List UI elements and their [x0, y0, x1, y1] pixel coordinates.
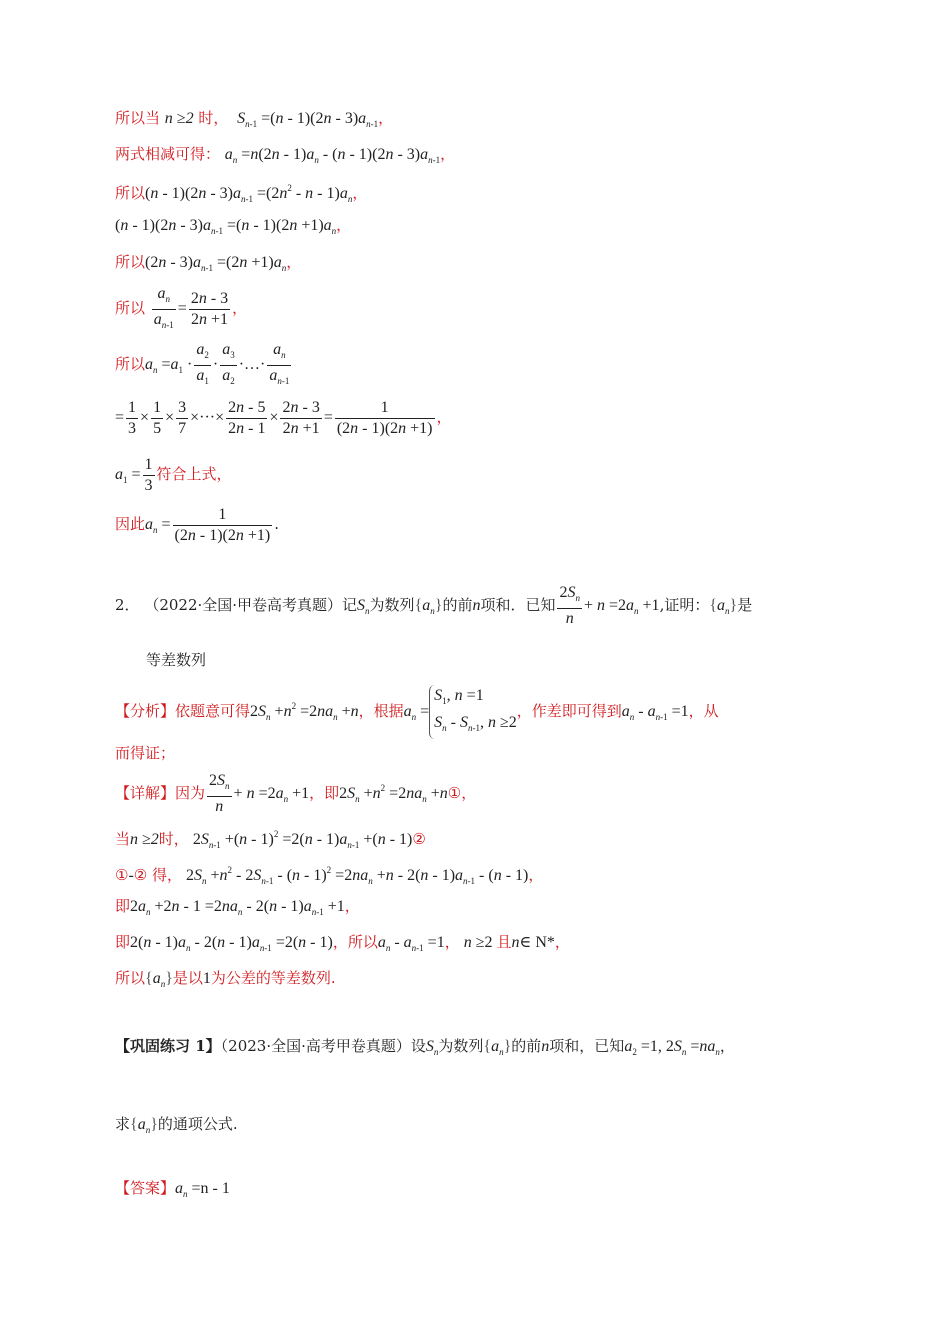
- formula: $\{a_n\}$: [130, 1116, 158, 1135]
- text: 符合上式，: [156, 465, 232, 483]
- text: ，: [378, 109, 394, 127]
- derivation-line-8: [115, 395, 452, 440]
- text: ，: [352, 184, 368, 202]
- formula: $a_n$ = $\frac{1}{(2n - 1)(2n +1)}$: [145, 505, 271, 544]
- detail-line-5: [115, 932, 570, 958]
- formula: = $\frac{1}{3}$ × $\frac{1}{5}$ × $\frac{3}{7}$ ×···× $\frac{2n - 5}{2n - 1}$ × $\frac{2n - 3}{2n +1}$ = $\frac{1}{(2n - 1)(2n +1)}$: [115, 398, 433, 437]
- formula: $a_1$ = $\frac{1}{3}$: [115, 455, 153, 494]
- practice-source: （2023·全国·高考甲卷真题）设: [220, 1037, 426, 1055]
- formula: $(2n - 3)a_{n-1} =(2n +1)a_n$: [145, 254, 287, 273]
- formula: $\frac{2S_n}{n}$ + $n =2a_n +1$: [209, 772, 310, 816]
- practice-tag: 【巩固练习 1】: [115, 1037, 221, 1055]
- analysis-line-1: [115, 680, 719, 743]
- text: .: [274, 515, 279, 533]
- formula: n ≥2: [463, 934, 497, 951]
- text: 项和．已知: [480, 596, 556, 614]
- formula: n: [472, 597, 481, 614]
- text: ② 得，: [133, 866, 182, 884]
- text: ，: [344, 897, 360, 915]
- question-number: 2．: [115, 596, 140, 614]
- condition: n ≥2: [164, 110, 194, 127]
- formula: $\{a_n\}$: [709, 597, 738, 616]
- detail-line-3: [115, 860, 543, 891]
- text: 为数列: [438, 1037, 484, 1055]
- minus: -: [128, 867, 134, 884]
- circled-one: ①: [115, 866, 129, 884]
- formula: $2S_n +n^2 =2na_n +n$: [339, 783, 448, 804]
- text: ，所以: [332, 933, 378, 951]
- analysis-tag: 【分析】: [115, 702, 176, 720]
- derivation-line-4: [115, 215, 351, 241]
- text: 的通项公式.: [157, 1115, 238, 1133]
- text: 即: [115, 933, 131, 951]
- text: ，: [440, 145, 456, 163]
- text: 且: [496, 933, 512, 951]
- number: 1: [202, 970, 211, 987]
- derivation-line-3: [115, 178, 367, 209]
- text: 因为: [175, 784, 206, 802]
- analysis-line-2: [115, 743, 175, 763]
- formula: $a_n =n(2n - 1)a_n - (n - 1)(2n - 3)a_{n-1}$: [224, 146, 441, 165]
- circled-one: ①: [447, 784, 462, 802]
- formula: $\{a_n\}$: [145, 970, 173, 989]
- circled-two: ②: [412, 830, 426, 848]
- text: 所以: [115, 969, 146, 987]
- formula: $a_n$ = $S_1$, n =1 $S_n - S_{n-1}$, n ≥2: [404, 703, 517, 720]
- detail-line-6: [115, 968, 336, 994]
- detail-line-1: [115, 766, 476, 821]
- formula: $(n - 1)(2n - 3)a_{n-1} =(n - 1)(2n +1)a_n$: [115, 217, 337, 236]
- text: 时，: [198, 109, 229, 127]
- text: 时，: [158, 830, 189, 848]
- text: 为公差的等差数列.: [210, 969, 336, 987]
- text: ，根据: [358, 702, 404, 720]
- formula: $\{a_n\}$: [483, 1038, 512, 1057]
- practice-line-1: [115, 1026, 735, 1072]
- text: 是以: [172, 969, 203, 987]
- text: ，作差即可得到: [516, 702, 622, 720]
- formula: $a_2 =1$, $2S_n =na_n$: [624, 1038, 720, 1057]
- text: 所以: [115, 299, 146, 318]
- text: ，从: [688, 702, 719, 720]
- answer-tag: 【答案】: [115, 1179, 176, 1197]
- formula: $\frac{a_n}{a_{n-1}}$ = $\frac{2n - 3}{2n +1}$: [153, 285, 229, 330]
- question-2-line-1: [115, 583, 752, 633]
- text: 的前: [511, 1037, 542, 1055]
- text: 为数列: [369, 596, 415, 614]
- formula: n∈ N*: [511, 934, 555, 951]
- text: ，: [436, 408, 452, 426]
- formula: $\frac{2S_n}{n}$ + $n =2a_n +1$: [559, 584, 660, 628]
- text: 所以: [115, 355, 146, 374]
- detail-line-2: [115, 824, 426, 855]
- formula: $\{a_n\}$: [414, 597, 443, 616]
- text: 项和，已知: [549, 1037, 625, 1055]
- question-2-line-2: [146, 650, 206, 670]
- text: ，: [719, 1037, 735, 1055]
- text: ，: [444, 933, 460, 951]
- formula: $2a_n +2n - 1 =2na_n - 2(n - 1)a_{n-1} +1$: [130, 898, 345, 917]
- text: ，: [336, 216, 352, 234]
- text: ，: [286, 253, 302, 271]
- derivation-line-5: [115, 252, 301, 278]
- detail-line-4: [115, 896, 360, 922]
- text: 所以: [115, 253, 146, 271]
- text: 两式相减可得：: [115, 145, 221, 163]
- derivation-line-7: [115, 340, 293, 392]
- answer-line: [115, 1178, 230, 1204]
- derivation-line-10: [115, 502, 279, 552]
- text: ,证明：: [659, 596, 710, 614]
- practice-line-2: [115, 1104, 238, 1150]
- answer-symbol: a: [175, 1180, 184, 1197]
- formula: $a_n - a_{n-1} =1$: [621, 703, 689, 722]
- text: 当: [115, 830, 131, 848]
- text: 即: [115, 897, 131, 915]
- text: 依题意可得: [175, 702, 251, 720]
- formula: $S_n$: [425, 1038, 439, 1057]
- text: 求: [115, 1115, 131, 1133]
- detail-tag: 【详解】: [115, 784, 176, 802]
- text: 而得证；: [115, 744, 176, 762]
- formula: $S_{n-1} =(n - 1)(2n - 3)a_{n-1}$: [237, 110, 379, 129]
- text: 是: [737, 596, 753, 614]
- derivation-line-6: [115, 284, 247, 335]
- text: 所以当: [115, 109, 161, 127]
- text: 的前: [442, 596, 473, 614]
- formula: $2S_n +n^2 - 2S_{n-1} - (n - 1)^2 =2na_n +n - 2(n - 1)a_{n-1} - (n - 1)$: [182, 865, 529, 886]
- derivation-line-1: [115, 108, 393, 134]
- text: 所以: [115, 184, 146, 202]
- answer-rest: =n - 1: [187, 1180, 230, 1197]
- derivation-line-2: [115, 144, 455, 170]
- text: ，即: [309, 784, 340, 802]
- formula: $a_n =a_1$ · $\frac{a_2}{a_1}$ · $\frac{a_3}{a_2}$ ·…· $\frac{a_n}{a_{n-1}}$: [145, 341, 290, 386]
- question-source: （2022·全国·甲卷高考真题）记: [144, 596, 358, 614]
- formula: $2(n - 1)a_n - 2(n - 1)a_{n-1} =2(n - 1)$: [130, 934, 333, 953]
- formula: n: [541, 1038, 550, 1055]
- text: ，: [232, 299, 248, 318]
- text: ，: [528, 866, 544, 884]
- text: ，: [554, 933, 570, 951]
- text: 等差数列: [146, 651, 207, 669]
- formula: $2S_n +n^2 =2na_n +n$: [250, 701, 359, 722]
- formula: $2S_{n-1} +(n - 1)^2 =2(n - 1)a_{n-1} +(n - 1)$: [188, 829, 413, 850]
- derivation-line-9: [115, 452, 232, 502]
- text: 因此: [115, 515, 146, 533]
- formula: $(n - 1)(2n - 3)a_{n-1} =(2n^2 - n - 1)a_n$: [145, 183, 353, 204]
- text: ，: [461, 784, 477, 802]
- formula: $a_n - a_{n-1} =1$: [377, 934, 445, 953]
- condition: n ≥2: [130, 831, 159, 848]
- formula: $S_n$: [357, 597, 370, 616]
- answer-formula: $a_n =n - 1$: [175, 1180, 230, 1199]
